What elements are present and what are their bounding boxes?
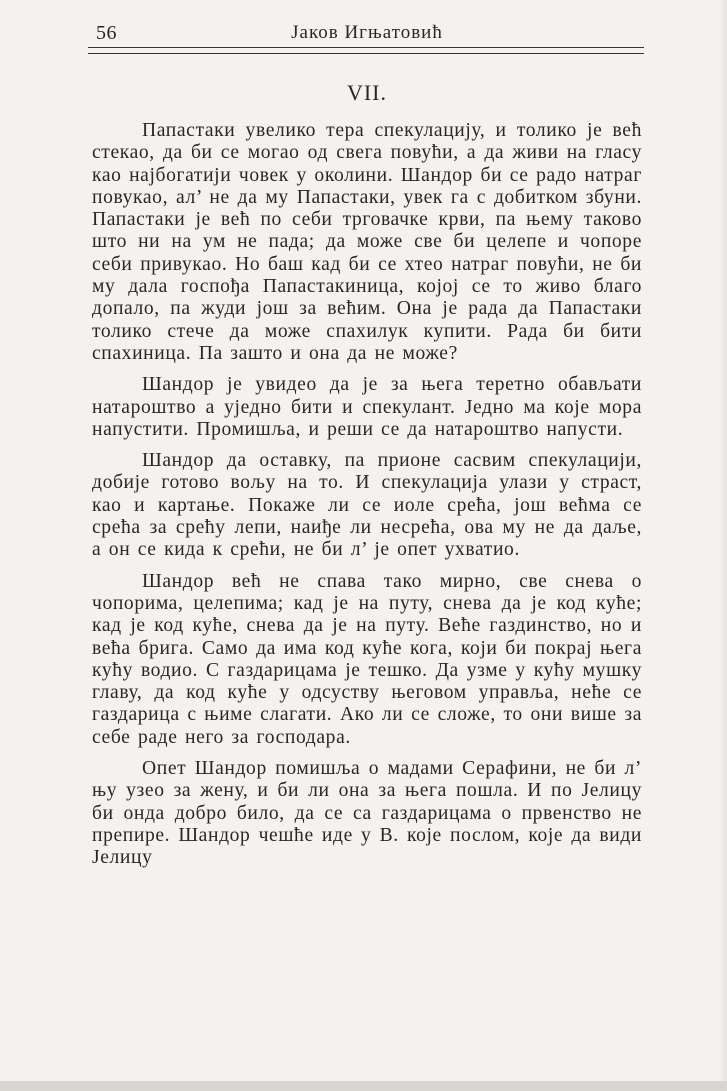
running-title: Јаков Игњатовић	[291, 22, 443, 43]
page-bottom-edge	[0, 1081, 727, 1091]
page-edge-shadow	[719, 0, 727, 1091]
paragraph-1: Папастаки увелико тера спекулацију, и толико је већ стекао, да би се могао од свега повући, а да живи на гласу као најбогатији човек у околини. Шандор би се радо натраг повукао, ал’ не да му Папастаки, увек га с добитком збуни. Папастаки је већ по себи трговачке крви, па њему таково што ни на ум не пада; да може све би целепе и чопоре себи привукао. Но баш кад би се хтео натраг повући, не би му дала госпођа Папастакиница, којој се то живо благо допало, па жуди још за већим. Она је рада да Папастаки толико стече да може спахилук купити. Рада би бити спахиница. Па зашто и она да не може?	[92, 120, 642, 364]
paragraph-5: Опет Шандор помишља о мадами Серафини, не би л’ њу узео за жену, и би ли она за њега пошла. И по Јелицу би онда добро било, да се са газдарицама о првенство не препире. Шандор чешће иде у В. које послом, које да види Јелицу	[92, 758, 642, 869]
header-rule-top	[88, 47, 644, 48]
paragraph-4: Шандор већ не спава тако мирно, све снева о чопорима, целепима; кад је на путу, снева да је код куће; кад је код куће, снева да је на путу. Веће газдинство, но и већа брига. Само да има код куће кога, који би покрај њега кућу водио. С газдарицама је тешко. Да узме у кућу мушку главу, да код куће у одсуству његовом управља, неће се газдарица с њиме слагати. Ако ли се сложе, то они више за себе раде него за господара.	[92, 570, 642, 748]
body-text	[92, 120, 642, 879]
chapter-title: VII.	[346, 80, 388, 105]
paragraph-2: Шандор је увидео да је за њега теретно обављати натароштво а уједно бити и спекулант. Једно ма које мора напустити. Промишља, и реши се да натароштво напусти.	[92, 374, 642, 440]
page-number: 56	[96, 22, 117, 44]
page-header	[92, 18, 642, 48]
paragraph-3: Шандор да оставку, па прионе сасвим спекулацији, добије готово вољу на то. И спекулација улази у страст, као и картање. Покаже ли се иоле срећа, још већма се срећа за срећу лепи, наиђе ли несрећа, ова му не да даље, а он се кида к срећи, не би л’ је опет ухватио.	[92, 450, 642, 561]
header-rule-bottom	[88, 53, 644, 54]
